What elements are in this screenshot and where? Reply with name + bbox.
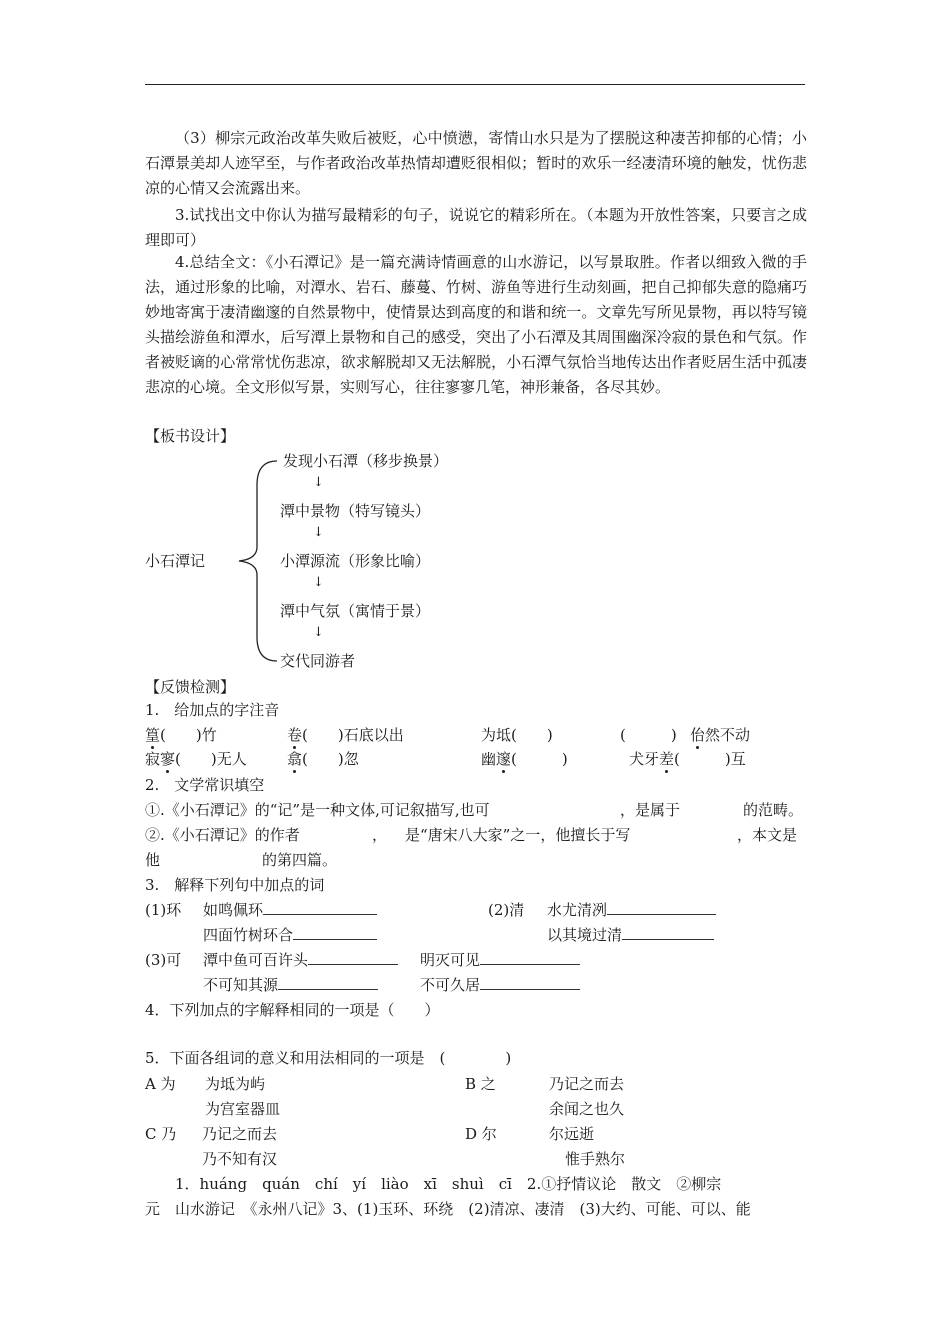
q1-item: 幽邃( ) bbox=[481, 750, 568, 768]
q5-label-c: C 乃 bbox=[145, 1125, 177, 1143]
board-node-5: 交代同游者 bbox=[280, 652, 356, 670]
answers-line-2: 元 山水游记 《永州八记》3、(1)玉环、环绕 (2)清凉、凄清 (3)大约、可能、可以、能 bbox=[145, 1200, 751, 1218]
q3-item: 如鸣佩环 bbox=[203, 899, 377, 921]
q5-label-d: D 尔 bbox=[465, 1125, 497, 1143]
q3-item: 以其境过清 bbox=[547, 924, 714, 946]
q1-item: 翕( )忽 bbox=[287, 750, 359, 768]
q2-line1a: ①.《小石潭记》的“记”是一种文体,可记叙描写,也可 bbox=[145, 801, 490, 819]
q3-label-2: (2)清 bbox=[488, 901, 525, 919]
board-arrow-1: ↓ bbox=[313, 475, 324, 490]
board-brace bbox=[225, 455, 285, 665]
answers-line-1: 1．huáng quán chí yí liào xī shuì cī 2.①抒情议论 散文 ②柳宗 bbox=[175, 1175, 722, 1193]
q5-option-b2: 余闻之也久 bbox=[549, 1100, 625, 1118]
q5-option-d1: 尔远逝 bbox=[549, 1125, 595, 1143]
q5-option-a2: 为宫室器皿 bbox=[205, 1100, 281, 1118]
q2-line3b: 的第四篇。 bbox=[262, 851, 338, 869]
answer-paragraph-3: （3）柳宗元政治改革失败后被贬，心中愤懑，寄情山水只是为了摆脱这种凄苦抑郁的心情；小石潭景美却人迹罕至，与作者政治改革热情却遭贬很相似；暂时的欢乐一经凄清环境的触发，忧伤悲凉的心情又会流露出来。 bbox=[145, 129, 807, 197]
q2-line1c: 的范畴。 bbox=[743, 801, 804, 819]
board-arrow-3: ↓ bbox=[313, 575, 324, 590]
q3-label-3: (3)可 bbox=[145, 951, 182, 969]
q2-line2d: ，本文是 bbox=[737, 826, 798, 844]
board-root: 小石潭记 bbox=[145, 552, 206, 570]
q5-option-c2: 乃不知有汉 bbox=[202, 1150, 278, 1168]
q5-option-d2: 惟手熟尔 bbox=[565, 1150, 626, 1168]
q5-title: 5．下面各组词的意义和用法相同的一项是 ( ) bbox=[145, 1049, 512, 1067]
header-rule bbox=[145, 84, 805, 85]
q2-title: 2. 文学常识填空 bbox=[145, 776, 265, 794]
q1-title: 1. 给加点的字注音 bbox=[145, 701, 280, 719]
q3-item: 四面竹树环合 bbox=[203, 924, 377, 946]
q4-text: 4．下列加点的字解释相同的一项是（ ） bbox=[145, 1001, 440, 1019]
q3-item: 水尤清冽 bbox=[547, 899, 716, 921]
q2-line2b: ， bbox=[372, 826, 388, 844]
q1-item: 犬牙差( )互 bbox=[629, 750, 746, 768]
q3-item: 潭中鱼可百许头 bbox=[203, 949, 398, 971]
board-node-3: 小潭源流（形象比喻） bbox=[280, 552, 431, 570]
feedback-heading: 【反馈检测】 bbox=[145, 678, 236, 696]
q2-line1b: ，是属于 bbox=[620, 801, 681, 819]
q3-label-1: (1)环 bbox=[145, 901, 182, 919]
q5-option-c1: 乃记之而去 bbox=[202, 1125, 278, 1143]
q5-label-b: B 之 bbox=[465, 1075, 496, 1093]
q1-item: 佁然不动 bbox=[690, 726, 751, 744]
board-node-4: 潭中气氛（寓情于景） bbox=[280, 602, 431, 620]
q5-label-a: A 为 bbox=[145, 1075, 176, 1093]
q5-option-a1: 为坻为屿 bbox=[205, 1075, 266, 1093]
q3-item: 明灭可见 bbox=[420, 949, 580, 971]
q3-item: 不可知其源 bbox=[203, 974, 378, 996]
q1-item: ( ) bbox=[620, 726, 677, 744]
q1-item: 篁( )竹 bbox=[145, 726, 217, 744]
q2-line3a: 他 bbox=[145, 851, 161, 869]
q1-item: 寂寥( )无人 bbox=[145, 750, 247, 768]
summary-paragraph: 4.总结全文：《小石潭记》是一篇充满诗情画意的山水游记，以写景取胜。作者以细致入微的手法，通过形象的比喻，对潭水、岩石、藤蔓、竹树、游鱼等进行生动刻画，把自己抑郁失意的隐痛巧妙地寄寓于凄清幽邃的自然景物中，使情景达到高度的和谐和统一。文章先写所见景物，再以特写镜头描绘游鱼和潭水，后写潭上景物和自己的感受，突出了小石潭及其周围幽深冷寂的景色和气氛。作者被贬谪的心常常忧伤悲凉，欲求解脱却又无法解脱，小石潭气氛恰当地传达出作者贬居生活中孤凄悲凉的心境。全文形似写景，实则写心，往往寥寥几笔，神形兼备，各尽其妙。 bbox=[145, 253, 807, 396]
board-node-1: 发现小石潭（移步换景） bbox=[283, 452, 449, 470]
q1-item: 卷( )石底以出 bbox=[287, 726, 404, 744]
q1-item: 为坻( ) bbox=[481, 726, 553, 744]
board-design-heading: 【板书设计】 bbox=[145, 427, 236, 445]
q2-line2a: ②.《小石潭记》的作者 bbox=[145, 826, 300, 844]
board-node-2: 潭中景物（特写镜头） bbox=[280, 502, 431, 520]
q2-line2c: 是“唐宋八大家”之一，他擅长于写 bbox=[405, 826, 631, 844]
question-3-paragraph: 3.试找出文中你认为描写最精彩的句子，说说它的精彩所在。（本题为开放性答案，只要言之成理即可） bbox=[145, 206, 807, 249]
board-arrow-4: ↓ bbox=[313, 625, 324, 640]
q5-option-b1: 乃记之而去 bbox=[549, 1075, 625, 1093]
q3-title: 3. 解释下列句中加点的词 bbox=[145, 876, 325, 894]
board-arrow-2: ↓ bbox=[313, 525, 324, 540]
q3-item: 不可久居 bbox=[420, 974, 580, 996]
